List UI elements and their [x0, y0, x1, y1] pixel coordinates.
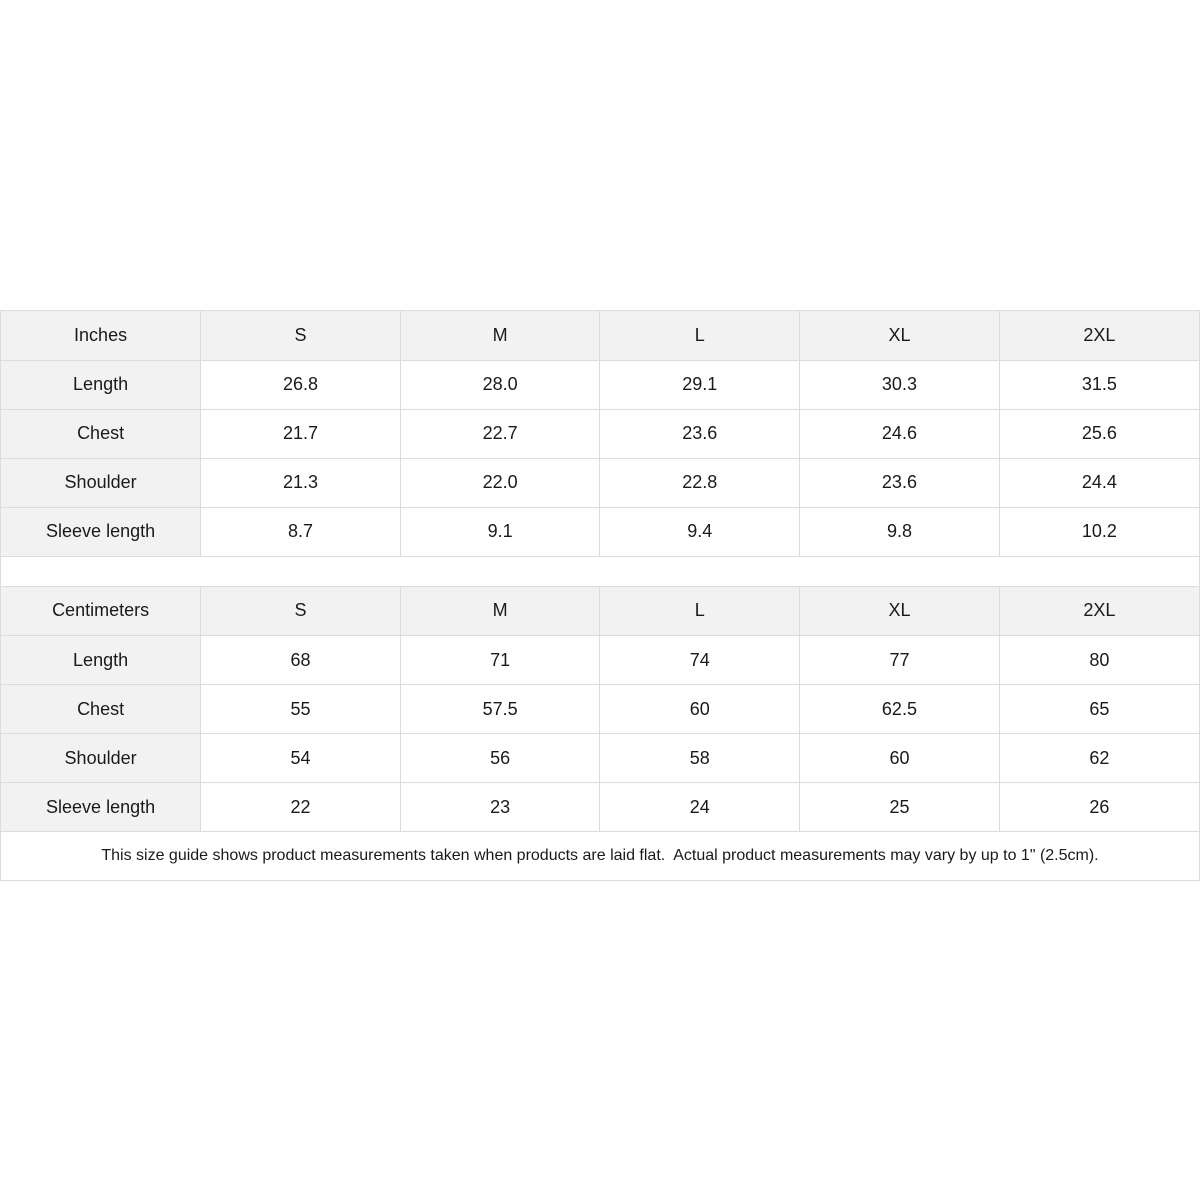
row-label-sleeve-length: Sleeve length: [1, 507, 201, 556]
size-guide-footnote: This size guide shows product measurements taken when products are laid flat. Actual product measurements may vary by up to 1" (2.5cm).: [1, 832, 1199, 881]
table-cell: 28.0: [400, 360, 600, 409]
table-row: [1, 783, 1199, 832]
table-cell: 23: [400, 783, 600, 832]
row-label-length: Length: [1, 360, 201, 409]
table-cell: 71: [400, 636, 600, 685]
table-cell: 22: [201, 783, 401, 832]
size-header-l: L: [600, 311, 800, 360]
table-cell: 24: [600, 783, 800, 832]
table-cell: 22.8: [600, 458, 800, 507]
table-row: [1, 636, 1199, 685]
table-cell: 10.2: [999, 507, 1199, 556]
table-cell: 21.3: [201, 458, 401, 507]
row-label-shoulder: Shoulder: [1, 734, 201, 783]
table-row: [1, 507, 1199, 556]
row-label-sleeve-length: Sleeve length: [1, 783, 201, 832]
table-cell: 26.8: [201, 360, 401, 409]
table-cell: 57.5: [400, 685, 600, 734]
inches-table: [1, 311, 1199, 557]
size-header-xl: XL: [800, 311, 1000, 360]
row-label-chest: Chest: [1, 685, 201, 734]
table-cell: 24.6: [800, 409, 1000, 458]
table-cell: 77: [800, 636, 1000, 685]
centimeters-table: [1, 587, 1199, 833]
table-cell: 55: [201, 685, 401, 734]
row-label-length: Length: [1, 636, 201, 685]
table-cell: 9.4: [600, 507, 800, 556]
table-cell: 9.8: [800, 507, 1000, 556]
table-cell: 21.7: [201, 409, 401, 458]
table-cell: 22.0: [400, 458, 600, 507]
size-header-m: M: [400, 311, 600, 360]
table-cell: 24.4: [999, 458, 1199, 507]
table-row: [1, 734, 1199, 783]
table-cell: 23.6: [600, 409, 800, 458]
size-guide: [0, 310, 1200, 881]
row-label-chest: Chest: [1, 409, 201, 458]
table-cell: 26: [999, 783, 1199, 832]
table-cell: 60: [600, 685, 800, 734]
table-cell: 8.7: [201, 507, 401, 556]
table-row: [1, 360, 1199, 409]
table-cell: 56: [400, 734, 600, 783]
table-divider: [1, 557, 1199, 587]
size-header-l: L: [600, 587, 800, 636]
table-cell: 62: [999, 734, 1199, 783]
table-cell: 60: [800, 734, 1000, 783]
size-header-s: S: [201, 311, 401, 360]
table-cell: 25.6: [999, 409, 1199, 458]
table-row: [1, 409, 1199, 458]
table-row: [1, 685, 1199, 734]
table-cell: 68: [201, 636, 401, 685]
table-cell: 74: [600, 636, 800, 685]
table-cell: 29.1: [600, 360, 800, 409]
inches-header-row: [1, 311, 1199, 360]
row-label-shoulder: Shoulder: [1, 458, 201, 507]
table-cell: 25: [800, 783, 1000, 832]
table-cell: 23.6: [800, 458, 1000, 507]
unit-label-centimeters: Centimeters: [1, 587, 201, 636]
table-cell: 30.3: [800, 360, 1000, 409]
unit-label-inches: Inches: [1, 311, 201, 360]
table-cell: 80: [999, 636, 1199, 685]
size-header-s: S: [201, 587, 401, 636]
table-cell: 62.5: [800, 685, 1000, 734]
table-cell: 65: [999, 685, 1199, 734]
table-cell: 31.5: [999, 360, 1199, 409]
table-cell: 54: [201, 734, 401, 783]
table-cell: 22.7: [400, 409, 600, 458]
size-header-2xl: 2XL: [999, 311, 1199, 360]
size-header-2xl: 2XL: [999, 587, 1199, 636]
table-row: [1, 458, 1199, 507]
size-header-m: M: [400, 587, 600, 636]
table-cell: 58: [600, 734, 800, 783]
table-cell: 9.1: [400, 507, 600, 556]
size-header-xl: XL: [800, 587, 1000, 636]
centimeters-header-row: [1, 587, 1199, 636]
